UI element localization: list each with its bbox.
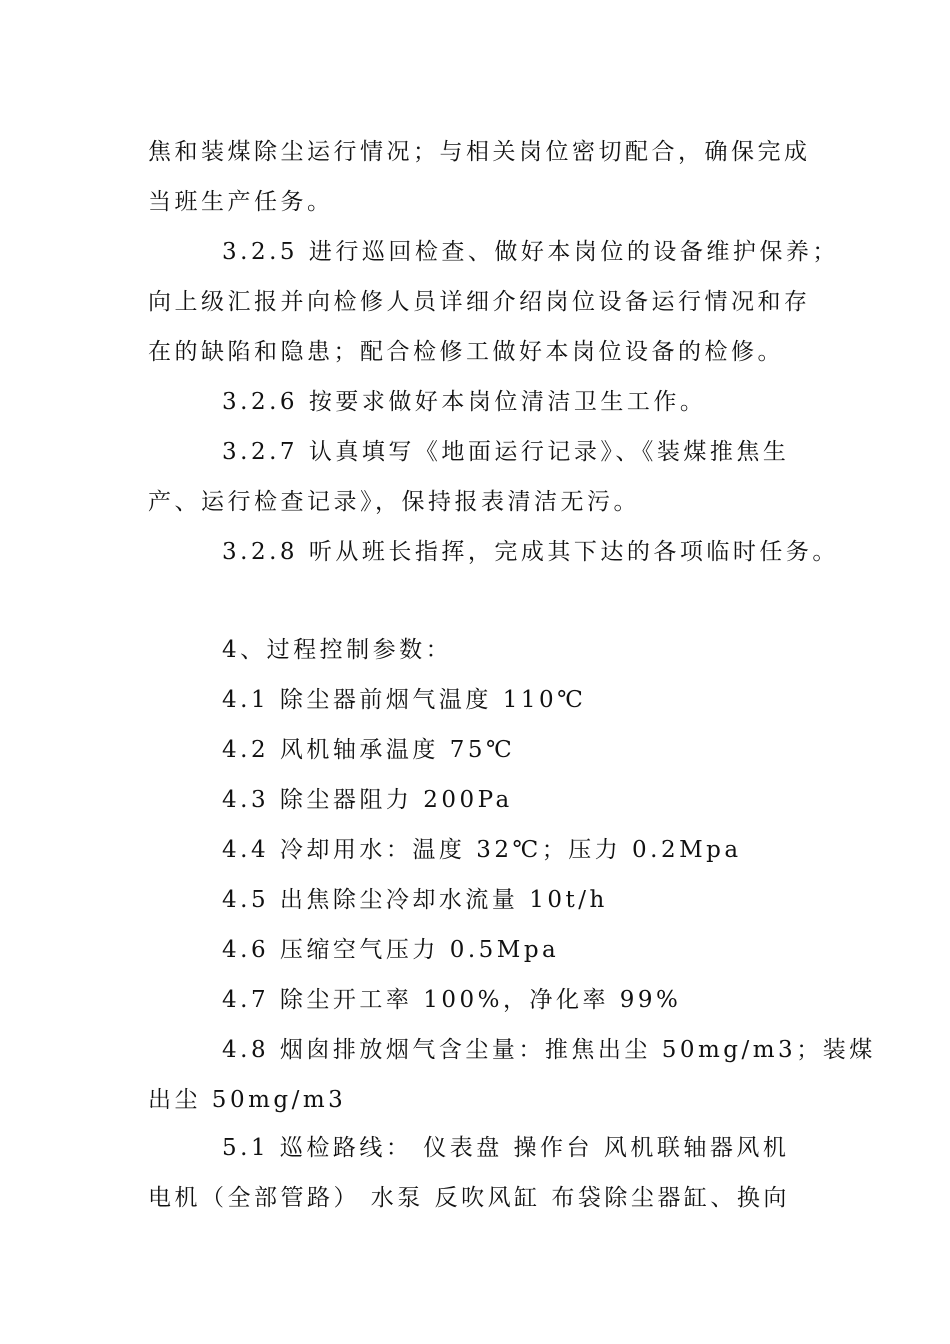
text-line: 4.1 除尘器前烟气温度 110℃ (222, 687, 587, 713)
text-line: 焦和装煤除尘运行情况；与相关岗位密切配合，确保完成 (148, 139, 811, 165)
text-line: 当班生产任务。 (148, 189, 334, 215)
text-line: 5.1 巡检路线： 仪表盘 操作台 风机联轴器风机 (222, 1135, 790, 1161)
text-line: 3.2.8 听从班长指挥，完成其下达的各项临时任务。 (222, 539, 839, 565)
text-line: 4.2 风机轴承温度 75℃ (222, 737, 516, 763)
text-line: 4.7 除尘开工率 100%，净化率 99% (222, 987, 682, 1013)
text-line: 出尘 50mg/m3 (148, 1087, 347, 1113)
text-line: 产、运行检查记录》，保持报表清洁无污。 (148, 489, 640, 515)
text-line: 电机（全部管路） 水泵 反吹风缸 布袋除尘器缸、换向 (148, 1185, 790, 1211)
text-line: 3.2.5 进行巡回检查、做好本岗位的设备维护保养； (222, 239, 839, 265)
text-line: 4.5 出焦除尘冷却水流量 10t/h (222, 887, 608, 913)
text-line: 4.8 烟囱排放烟气含尘量：推焦出尘 50mg/m3；装煤 (222, 1037, 876, 1063)
text-line: 3.2.6 按要求做好本岗位清洁卫生工作。 (222, 389, 707, 415)
text-line: 4.4 冷却用水：温度 32℃；压力 0.2Mpa (222, 837, 742, 863)
section-heading: 4、过程控制参数： (222, 637, 453, 663)
text-line: 3.2.7 认真填写《地面运行记录》、《装煤推焦生 (222, 439, 790, 465)
text-line: 向上级汇报并向检修人员详细介绍岗位设备运行情况和存 (148, 289, 811, 315)
text-line: 在的缺陷和隐患；配合检修工做好本岗位设备的检修。 (148, 339, 784, 365)
text-line: 4.6 压缩空气压力 0.5Mpa (222, 937, 560, 963)
text-line: 4.3 除尘器阻力 200Pa (222, 787, 513, 813)
